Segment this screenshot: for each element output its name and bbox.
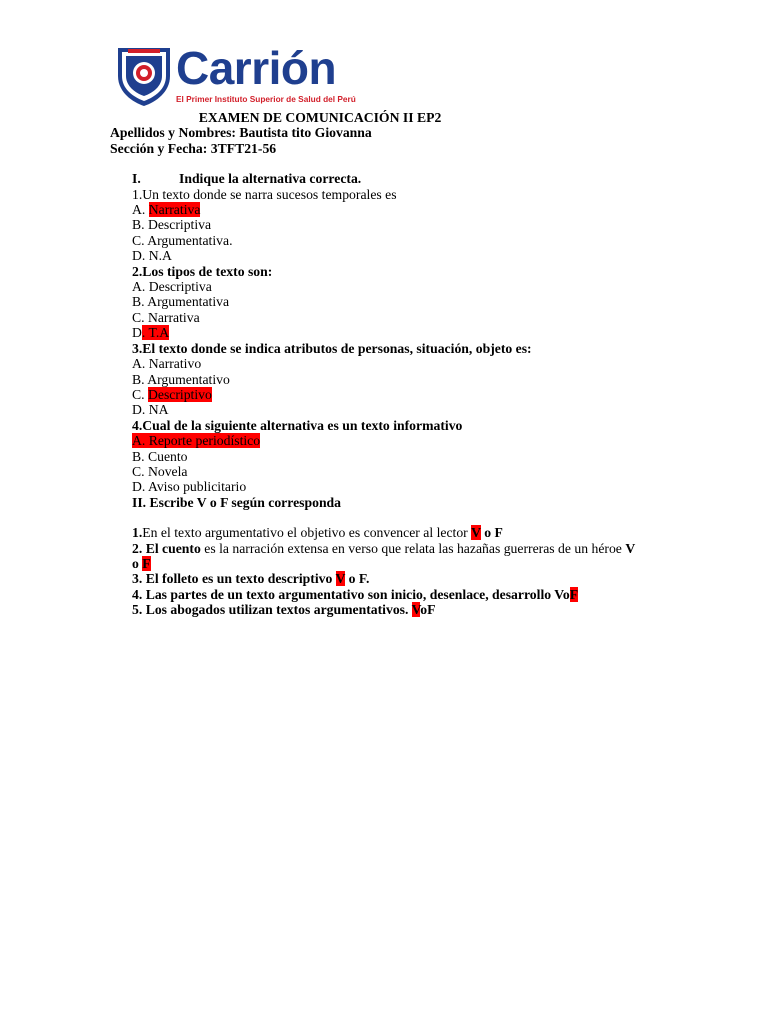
institute-logo — [116, 42, 366, 108]
section-date: Sección y Fecha: 3TFT21-56 — [110, 140, 277, 156]
brand-tagline: El Primer Instituto Superior de Salud del Perú — [176, 94, 356, 104]
option-2a: A. Descriptiva — [132, 279, 212, 295]
option-3b: B. Argumentativo — [132, 371, 230, 387]
brand-name: Carrión — [176, 42, 337, 94]
institute-seal-icon — [116, 46, 172, 108]
exam-title: EXAMEN DE COMUNICACIÓN II EP2 — [198, 110, 442, 125]
question-4: 4.Cual de la siguiente alternativa es un texto informativo — [132, 417, 463, 433]
answer-highlight: V — [411, 602, 421, 618]
option-4c: C. Novela — [132, 463, 188, 479]
part1-numeral: I. — [132, 171, 141, 187]
statement-5: 5. Los abogados utilizan textos argumentativos. VoF — [132, 602, 436, 618]
statement-2: 2. El cuento es la narración extensa en verso que relata las hazañas guerreras de un héroe V — [132, 540, 636, 556]
option-3a: A. Narrativo — [132, 356, 202, 372]
option-1a: A. Narrativa — [132, 202, 201, 218]
option-3d: D. NA — [132, 402, 169, 418]
option-2d: D. T.A — [132, 325, 170, 341]
option-3c: C. Descriptivo — [132, 386, 212, 402]
option-2b: B. Argumentativa — [132, 294, 230, 310]
option-1b: B. Descriptiva — [132, 217, 212, 233]
answer-highlight: . T.A — [141, 325, 170, 341]
answer-highlight: Descriptivo — [147, 386, 212, 402]
part1-heading-text: Indique la alternativa correcta. — [179, 171, 362, 187]
part1-heading — [110, 171, 670, 186]
option-1c: C. Argumentativa. — [132, 232, 233, 248]
statement-3: 3. El folleto es un texto descriptivo V o F. — [132, 571, 370, 587]
question-1: 1.Un texto donde se narra sucesos temporales es — [132, 186, 397, 202]
answer-highlight: V — [335, 571, 346, 587]
statement-4: 4. Las partes de un texto argumentativo son inicio, desenlace, desarrollo VoF — [132, 586, 579, 602]
answer-highlight: Narrativa — [148, 202, 201, 218]
option-1d: D. N.A — [132, 248, 172, 264]
statement-1: 1.En el texto argumentativo el objetivo es convencer al lector V o F — [132, 525, 503, 541]
answer-highlight: A. Reporte periodístico — [132, 433, 261, 449]
question-3: 3.El texto donde se indica atributos de personas, situación, objeto es: — [132, 340, 532, 356]
exam-document — [110, 110, 670, 618]
option-4b: B. Cuento — [132, 448, 188, 464]
option-2c: C. Narrativa — [132, 309, 200, 325]
part2-heading: II. Escribe V o F según corresponda — [132, 494, 342, 510]
answer-highlight: V — [471, 525, 481, 541]
statement-2-cont: o F — [132, 555, 151, 571]
answer-highlight: F — [142, 555, 151, 571]
question-2: 2.Los tipos de texto son: — [132, 263, 273, 279]
option-4d: D. Aviso publicitario — [132, 479, 247, 495]
option-4a — [132, 433, 670, 448]
student-name: Apellidos y Nombres: Bautista tito Giovanna — [110, 125, 372, 141]
answer-highlight: F — [569, 586, 579, 602]
